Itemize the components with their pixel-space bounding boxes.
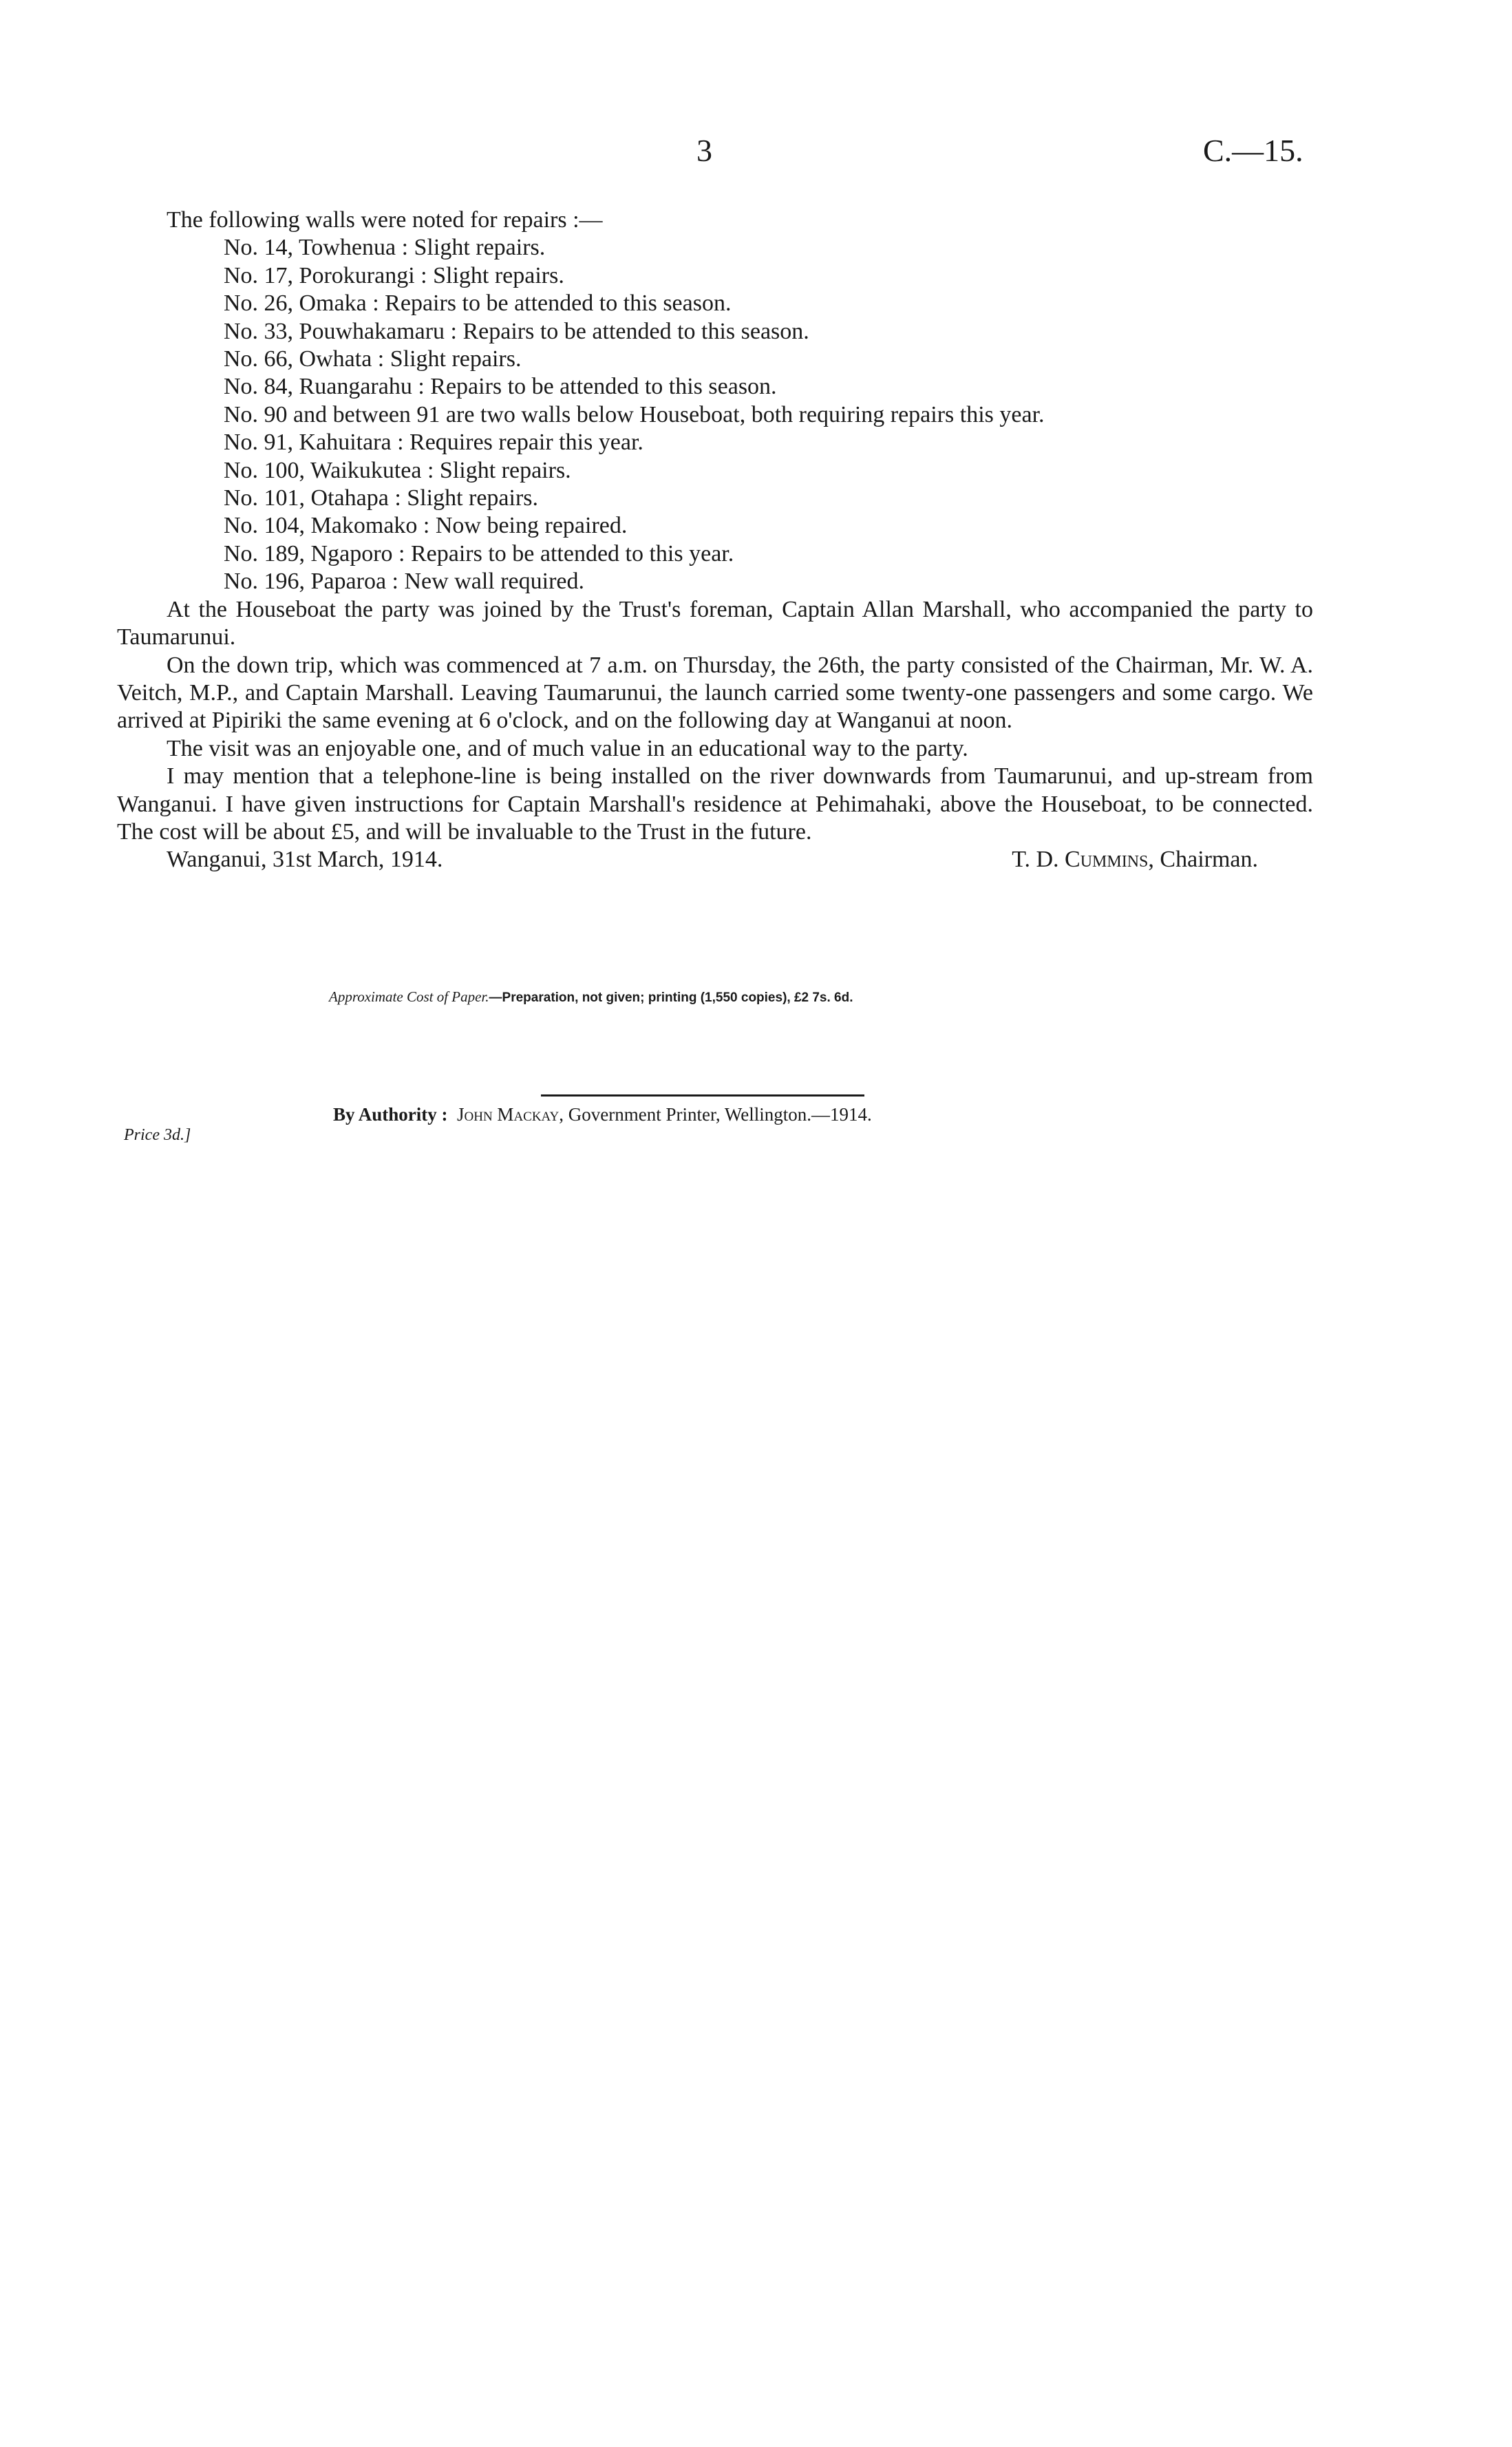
authority-label: By Authority : (333, 1104, 448, 1125)
wall-item: No. 189, Ngaporo : Repairs to be attended to this year. (224, 540, 734, 566)
signatory-title: , Chairman. (1148, 847, 1258, 873)
wall-item: No. 17, Porokurangi : Slight repairs. (224, 262, 564, 288)
wall-item: No. 91, Kahuitara : Requires repair this year. (224, 430, 643, 456)
wall-item: No. 66, Owhata : Slight repairs. (224, 346, 522, 372)
paragraph-visit: The visit was an enjoyable one, and of much value in an educational way to the party. (167, 735, 968, 761)
walls-intro: The following walls were noted for repairs :— (167, 207, 603, 233)
wall-item: No. 101, Otahapa : Slight repairs. (224, 485, 539, 511)
document-reference: C.—15. (1203, 133, 1303, 168)
wall-item: No. 90 and between 91 are two walls below Houseboat, both requiring repairs this year. (224, 401, 1045, 427)
wall-item: No. 14, Towhenua : Slight repairs. (224, 235, 546, 261)
cost-label: Approximate Cost of Paper. (329, 988, 489, 1005)
signatory (1012, 846, 1258, 873)
signatory-initials: T. D. (1012, 847, 1059, 873)
divider-rule (541, 1094, 864, 1097)
document-body (117, 206, 1313, 874)
price-label: Price 3d.] (124, 1126, 191, 1144)
wall-item: No. 33, Pouwhakamaru : Repairs to be attended to this season. (224, 318, 809, 344)
place-date: Wanganui, 31st March, 1914. (167, 847, 443, 873)
wall-item: No. 196, Paparoa : New wall required. (224, 569, 585, 595)
printer-imprint (333, 1104, 872, 1125)
wall-item: No. 104, Makomako : Now being repaired. (224, 513, 628, 539)
cost-detail: —Preparation, not given; printing (1,550 copies), £2 7s. 6d. (489, 991, 853, 1005)
printer-name: John Mackay (457, 1104, 560, 1125)
paragraph-down-trip: On the down trip, which was commenced at 7 a.m. on Thursday, the 26th, the party consisted of the Chairman, Mr. W. A. Veitch, M.P., and Captain Marshall. Leaving Taumarunui, the launch carried some twenty-one passengers and some cargo. We arrived at Pipiriki the same evening at 6 o'clock, and on the following day at Wanganui at noon. (117, 652, 1313, 734)
wall-item: No. 100, Waikukutea : Slight repairs. (224, 457, 571, 483)
paragraph-telephone: I may mention that a telephone-line is being installed on the river downwards from Taumarunui, and up-stream from Wanganui. I have given instructions for Captain Marshall's residence at Pehimahaki, above the Houseboat, to be connected. The cost will be about £5, and will be invaluable to the Trust in the future. (117, 763, 1313, 845)
printer-details: , Government Printer, Wellington.—1914. (559, 1104, 872, 1125)
wall-repair-list (117, 234, 1313, 595)
paragraph-houseboat: At the Houseboat the party was joined by the Trust's foreman, Captain Allan Marshall, who accompanied the party to Taumarunui. (117, 596, 1313, 650)
page-number: 3 (696, 133, 712, 168)
cost-note (329, 988, 853, 1006)
wall-item: No. 84, Ruangarahu : Repairs to be attended to this season. (224, 374, 777, 400)
wall-item: No. 26, Omaka : Repairs to be attended to this season. (224, 290, 732, 317)
signatory-surname: Cummins (1065, 847, 1149, 873)
signature-line (117, 846, 1313, 873)
